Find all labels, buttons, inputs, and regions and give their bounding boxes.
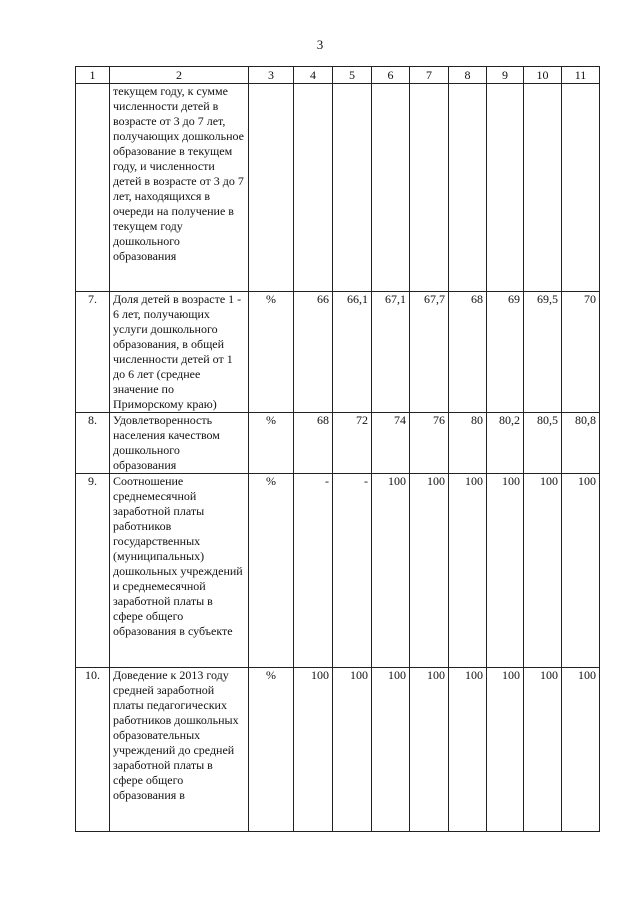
header-cell: 7 [410,67,449,84]
row-value: 100 [562,474,600,668]
row-value: 80 [449,413,487,474]
row-value [524,84,562,292]
indicators-table [75,66,600,832]
row-description: Удовлетворенность населения качеством дошкольного образования [110,413,249,474]
row-value: 68 [449,292,487,413]
row-description: Соотношение среднемесячной заработной платы работников государственных (муниципальных) дошкольных учреждений и среднемесячной заработной платы в сфере общего образования в субъекте [110,474,249,668]
row-number [76,84,110,292]
row-unit [249,84,294,292]
row-value: 72 [333,413,372,474]
row-unit: % [249,292,294,413]
header-cell: 8 [449,67,487,84]
row-value: 100 [562,668,600,832]
row-value: 80,8 [562,413,600,474]
row-unit: % [249,474,294,668]
row-number: 10. [76,668,110,832]
row-value: 76 [410,413,449,474]
table-header-row [76,67,600,84]
row-value: 100 [524,474,562,668]
row-value: 74 [372,413,410,474]
header-cell: 10 [524,67,562,84]
row-value: 100 [372,668,410,832]
row-value [410,84,449,292]
header-cell: 11 [562,67,600,84]
table-row [76,292,600,413]
table-row [76,84,600,292]
row-value: 100 [487,668,524,832]
page-number: 3 [316,37,324,52]
header-cell: 2 [110,67,249,84]
header-cell: 4 [294,67,333,84]
row-value: 66,1 [333,292,372,413]
row-description: текущем году, к сумме численности детей в возрасте от 3 до 7 лет, получающих дошкольное образование в текущем году, и численности детей в возрасте от 3 до 7 лет, находящихся в очереди на получение в текущем году дошкольного образования [110,84,249,292]
row-value [487,84,524,292]
row-value: 100 [449,474,487,668]
row-unit: % [249,668,294,832]
row-value: - [333,474,372,668]
row-value: 100 [372,474,410,668]
row-value: 100 [487,474,524,668]
row-description: Доведение к 2013 году средней заработной платы педагогических работников дошкольных образовательных учреждений до средней заработной платы в сфере общего образования в [110,668,249,832]
row-value [372,84,410,292]
row-value: 69 [487,292,524,413]
row-value [294,84,333,292]
row-value: 100 [524,668,562,832]
row-value [562,84,600,292]
row-value: 100 [449,668,487,832]
table-row [76,474,600,668]
row-value: 100 [333,668,372,832]
header-cell: 6 [372,67,410,84]
row-unit: % [249,413,294,474]
row-value: 67,1 [372,292,410,413]
table-row [76,668,600,832]
row-value: 69,5 [524,292,562,413]
row-value [333,84,372,292]
row-value: - [294,474,333,668]
row-value [449,84,487,292]
row-value: 100 [410,668,449,832]
row-description: Доля детей в возрасте 1 - 6 лет, получающих услуги дошкольного образования, в общей численности детей от 1 до 6 лет (среднее значение по Приморскому краю) [110,292,249,413]
row-value: 67,7 [410,292,449,413]
row-number: 9. [76,474,110,668]
row-value: 100 [294,668,333,832]
header-cell: 9 [487,67,524,84]
row-number: 8. [76,413,110,474]
row-number: 7. [76,292,110,413]
header-cell: 1 [76,67,110,84]
row-value: 68 [294,413,333,474]
header-cell: 3 [249,67,294,84]
row-value: 80,5 [524,413,562,474]
row-value: 66 [294,292,333,413]
row-value: 100 [410,474,449,668]
header-cell: 5 [333,67,372,84]
row-value: 70 [562,292,600,413]
row-value: 80,2 [487,413,524,474]
table-row [76,413,600,474]
